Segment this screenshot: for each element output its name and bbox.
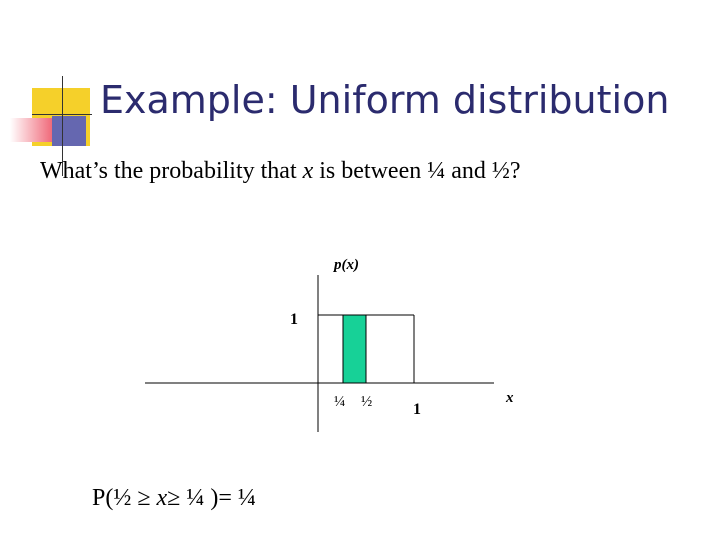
density-tick-label: 1 (290, 311, 298, 328)
question-variable: x (302, 158, 314, 184)
probability-formula (92, 485, 256, 512)
shaded-probability-region (343, 315, 366, 383)
x-tick-label-quarter: ¼ (334, 394, 346, 410)
x-axis-label: x (506, 390, 514, 406)
x-tick-label-half: ½ (361, 394, 373, 410)
question-suffix: is between ¼ and ½? (313, 158, 521, 184)
formula-prefix: P(½ ≥ (92, 485, 151, 511)
formula-suffix: ≥ ¼ )= ¼ (167, 485, 256, 511)
x-tick-label-one: 1 (413, 401, 421, 418)
slide-title: Example: Uniform distribution (100, 78, 670, 122)
question-prefix: What’s the probability that (40, 158, 303, 184)
formula-variable: x (156, 485, 168, 511)
y-axis-label: p(x) (334, 257, 359, 273)
